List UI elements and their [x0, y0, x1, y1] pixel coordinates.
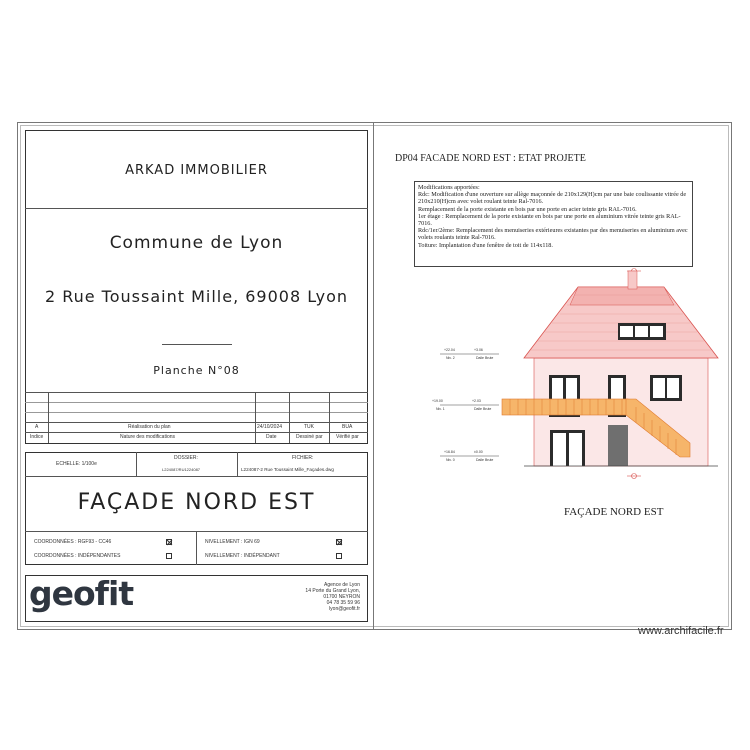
hdr-checked: Vérifié par	[336, 434, 359, 440]
mod-line: Toiture: Implantation d'une fenêtre de toit de 114x118.	[418, 241, 553, 249]
underline	[162, 344, 232, 345]
divider	[136, 452, 137, 476]
agency-city: 01700 NEYRON	[323, 594, 360, 600]
mod-line: 1er étage : Remplacement de la porte existante en bois par une porte en aluminium vitrée teinte gris RAL-7016.	[418, 212, 681, 228]
table-line	[25, 432, 368, 433]
table-line	[25, 412, 368, 413]
hdr-drawn: Dessiné par	[296, 434, 323, 440]
nivel-indep-checkbox[interactable]	[336, 553, 342, 559]
level-value: +22.04	[444, 348, 455, 352]
hdr-date: Date	[266, 434, 277, 440]
sheet-title: FAÇADE NORD EST	[77, 490, 316, 515]
steel-door	[608, 425, 628, 466]
table-col	[255, 392, 256, 443]
mod-line: Rdc/1er/2ème: Remplacement des menuiseries extérieures existantes par des menuiseries en aluminium avec volets roulants teinte Ral-7016.	[418, 227, 688, 242]
table-col	[329, 392, 330, 443]
level-desc: Dalle Brute	[474, 407, 492, 411]
nivel-ign-checkbox[interactable]	[336, 539, 342, 545]
mods-title: Modifications apportées:	[418, 184, 480, 191]
dossier-value: L224087/RU1224087	[162, 467, 201, 472]
fichier-value: L224087-2 Rue Toussaint Mille_Façades.dwg	[241, 467, 334, 472]
scale-label: ECHELLE: 1/100e	[56, 461, 97, 467]
table-line	[25, 402, 368, 403]
watermark: www.archifacile.fr	[638, 625, 724, 637]
commune-title: Commune de Lyon	[109, 233, 284, 253]
coord-indep-label: COORDONNÉES : INDÉPENDANTES	[34, 553, 121, 559]
table-line	[25, 422, 368, 423]
mod-line: Rdc: Modification d'une ouverture sur allège maçonnée de 210x129(H)cm par une baie coulissante vitrée de 210x210(H)cm avec volet roulant teinte Ral-7016.	[418, 191, 687, 206]
level-marker-1	[432, 399, 499, 411]
divider	[237, 452, 238, 476]
rev-nature: Réalisation du plan	[128, 424, 171, 430]
fichier-label: FICHIER:	[292, 455, 314, 461]
agency-phone: 04 78 35 59 96	[326, 600, 360, 606]
level-value: +2.03	[472, 399, 481, 403]
level-name: Niv. 2	[446, 356, 455, 360]
level-marker-2	[440, 348, 499, 360]
nivel-ign-label: NIVELLEMENT : IGN 69	[205, 539, 260, 545]
agency-email: lyon@geofit.fr	[329, 606, 360, 612]
table-col	[48, 392, 49, 443]
level-marker-0	[440, 450, 499, 462]
coord-indep-checkbox[interactable]	[166, 553, 172, 559]
level-value: +19.00	[432, 399, 443, 403]
coord-rgf-label: COORDONNÉES : RGF93 - CC46	[34, 539, 112, 545]
rev-drawn: TUK	[304, 424, 314, 430]
address: 2 Rue Toussaint Mille, 69008 Lyon	[44, 287, 349, 306]
nivel-indep-label: NIVELLEMENT : INDÉPENDANT	[205, 553, 280, 559]
drawing-caption: FAÇADE NORD EST	[564, 506, 664, 518]
rev-index: A	[35, 424, 39, 430]
rev-checked: BUA	[342, 424, 353, 430]
level-value: +16.84	[444, 450, 455, 454]
planche-number: Planche N°08	[153, 364, 240, 377]
hdr-nature: Nature des modifications	[120, 434, 176, 440]
level-desc: Dalle Brute	[476, 356, 494, 360]
table-line	[25, 392, 368, 393]
level-name: Niv. 1	[436, 407, 445, 411]
facade-drawing	[374, 265, 732, 490]
chimney	[628, 271, 637, 289]
table-col	[289, 392, 290, 443]
divider	[25, 208, 368, 209]
drawing-header: DP04 FACADE NORD EST : ETAT PROJETE	[395, 153, 586, 164]
level-value: +3.06	[474, 348, 483, 352]
rev-date: 24/10/2024	[257, 424, 283, 430]
balcony-railing	[502, 399, 628, 415]
hdr-index: Indice	[30, 434, 44, 440]
level-value: ±0.00	[474, 450, 483, 454]
divider	[196, 531, 197, 565]
agency-name: Agence de Lyon	[324, 582, 360, 588]
geofit-logo: geofit	[29, 574, 134, 613]
level-desc: Dalle Brute	[476, 458, 494, 462]
divider	[25, 476, 368, 477]
modifications-box	[414, 181, 693, 267]
dossier-label: DOSSIER:	[174, 455, 198, 461]
roof-ridge	[570, 287, 674, 305]
company-name: ARKAD IMMOBILIER	[125, 163, 268, 178]
level-name: Niv. 0	[446, 458, 455, 462]
agency-street: 14 Porte du Grand Lyon,	[305, 588, 360, 594]
mod-line: Remplacement de la porte existante en bois par une porte en acier teinte gris RAL-7016.	[418, 205, 637, 213]
coord-rgf-checkbox[interactable]	[166, 539, 172, 545]
